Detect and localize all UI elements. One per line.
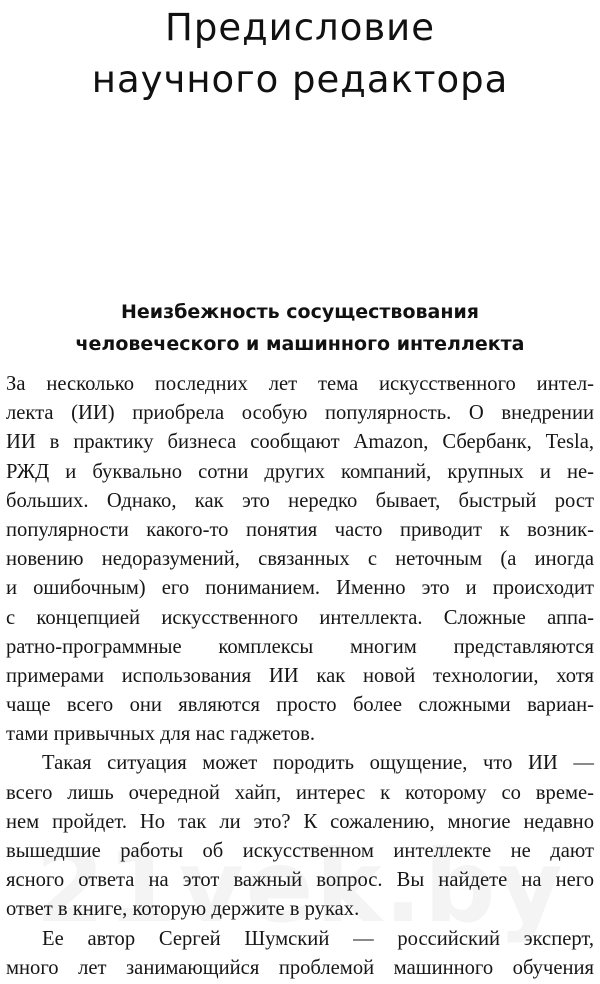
text-line: ясного ответа на этот важный вопрос. Вы найдете на него bbox=[6, 869, 594, 892]
text-line: с концепцией искусственного интеллекта. Сложные аппа- bbox=[6, 606, 594, 629]
text-line: чаще всего они являются просто более сложными вариан- bbox=[6, 694, 594, 717]
text-line: Такая ситуация может породить ощущение, что ИИ — bbox=[42, 752, 594, 775]
section-title-line-2: человеческого и машинного интеллекта bbox=[75, 333, 525, 355]
text-line: Ее автор Сергей Шумский — российский эксперт, bbox=[42, 927, 594, 950]
section-title bbox=[0, 296, 600, 360]
text-line: РЖД и буквально сотни других компаний, крупных и не- bbox=[6, 460, 594, 483]
section-title-line-1: Неизбежность сосуществования bbox=[121, 301, 479, 323]
paragraph bbox=[6, 925, 594, 983]
chapter-title-line-2: научного редактора bbox=[91, 58, 509, 101]
text-line: лекта (ИИ) приобрела особую популярность. О внедрении bbox=[6, 402, 594, 425]
chapter-title-line-1: Предисловие bbox=[165, 6, 435, 49]
text-line: и ошибочным) его пониманием. Именно это и происходит bbox=[6, 577, 594, 600]
text-line: много лет занимающийся проблемой машинного обучения bbox=[6, 956, 594, 979]
chapter-title bbox=[0, 2, 600, 106]
text-line: всего лишь очередной хайп, интерес к которому со време- bbox=[6, 781, 594, 804]
text-line: тами привычных для нас гаджетов. bbox=[6, 723, 316, 746]
text-line: нем пройдет. Но так ли это? К сожалению, многие недавно bbox=[6, 810, 594, 833]
text-line: ратно-программные комплексы многим представляются bbox=[6, 635, 594, 658]
body-text bbox=[6, 370, 594, 983]
text-line: ИИ в практику бизнеса сообщают Amazon, Сбербанк, Tesla, bbox=[6, 431, 594, 454]
text-line: вышедшие работы об искусственном интеллекте не дают bbox=[6, 840, 594, 862]
text-line: ответ в книге, которую держите в руках. bbox=[6, 898, 360, 921]
text-line: больших. Однако, как это нередко бывает, быстрый рост bbox=[6, 489, 594, 512]
text-line: За несколько последних лет тема искусственного интел- bbox=[6, 373, 594, 395]
text-line: популярности какого-то понятия часто приводит к возник- bbox=[6, 518, 594, 541]
paragraph bbox=[6, 749, 594, 924]
paragraph bbox=[6, 370, 594, 749]
text-line: новению недоразумений, связанных с неточным (а иногда bbox=[6, 548, 594, 571]
text-line: примерами использования ИИ как новой технологии, хотя bbox=[6, 664, 594, 687]
